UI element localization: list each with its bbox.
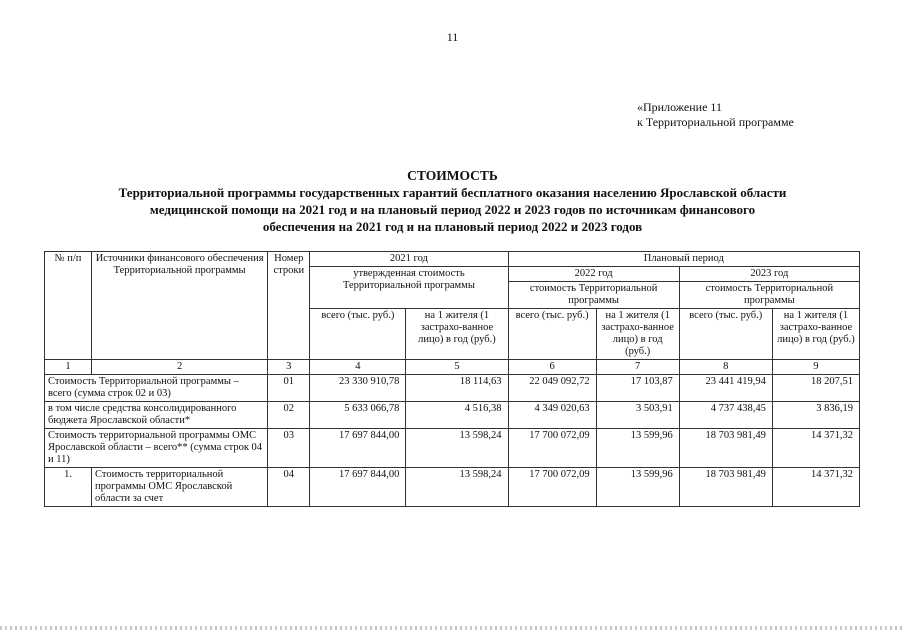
row-code: 04 (268, 468, 310, 507)
column-index: 3 (268, 360, 310, 375)
title-line-4: обеспечения на 2021 год и на плановый период 2022 и 2023 годов (262, 219, 643, 234)
row-name: Стоимость территориальной программы ОМС Ярославской области за счет (92, 468, 268, 507)
value-2023-per-capita: 14 371,32 (772, 429, 859, 468)
header-year-2022: 2022 год (508, 267, 679, 282)
header-sources: Источники финансового обеспечения Территориальной программы (92, 252, 268, 360)
header-year-2023: 2023 год (679, 267, 859, 282)
value-2021-total: 17 697 844,00 (310, 468, 406, 507)
value-2023-total: 18 703 981,49 (679, 429, 772, 468)
scan-edge-artifact (0, 626, 905, 630)
value-2023-per-capita: 18 207,51 (772, 375, 859, 402)
value-2022-per-capita: 17 103,87 (596, 375, 679, 402)
table-row (45, 375, 860, 402)
header-per-capita-2023: на 1 жителя (1 застрахо-ванное лицо) в год (руб.) (772, 309, 859, 360)
column-index: 9 (772, 360, 859, 375)
row-name: Стоимость территориальной программы ОМС Ярославской области – всего** (сумма строк 04 и 11) (45, 429, 268, 468)
table-row (45, 468, 860, 507)
row-code: 01 (268, 375, 310, 402)
column-index: 1 (45, 360, 92, 375)
header-row-number: Номер строки (268, 252, 310, 360)
table-row (45, 429, 860, 468)
value-2022-per-capita: 3 503,91 (596, 402, 679, 429)
value-2021-total: 5 633 066,78 (310, 402, 406, 429)
header-row-1 (45, 252, 860, 267)
value-2021-per-capita: 18 114,63 (406, 375, 508, 402)
column-index: 2 (92, 360, 268, 375)
value-2023-per-capita: 14 371,32 (772, 468, 859, 507)
row-num: 1. (45, 468, 92, 507)
header-cost-2023: стоимость Территориальной программы (679, 282, 859, 309)
title-line-2: Территориальной программы государственных гарантий бесплатного оказания населению Ярославской области (118, 185, 787, 200)
column-index: 7 (596, 360, 679, 375)
annex-note (637, 100, 794, 130)
title-line-3: медицинской помощи на 2021 год и на плановый период 2022 и 2023 годов по источникам финансового (149, 202, 756, 217)
column-index: 5 (406, 360, 508, 375)
value-2021-total: 17 697 844,00 (310, 429, 406, 468)
value-2022-total: 17 700 072,09 (508, 468, 596, 507)
table-row (45, 402, 860, 429)
value-2023-total: 18 703 981,49 (679, 468, 772, 507)
cost-table (44, 251, 860, 507)
value-2021-per-capita: 4 516,38 (406, 402, 508, 429)
row-code: 03 (268, 429, 310, 468)
value-2021-per-capita: 13 598,24 (406, 468, 508, 507)
column-index: 4 (310, 360, 406, 375)
header-total-2022: всего (тыс. руб.) (508, 309, 596, 360)
header-approved-cost: утвержденная стоимость Территориальной программы (310, 267, 508, 309)
column-index-row (45, 360, 860, 375)
row-name: Стоимость Территориальной программы – всего (сумма строк 02 и 03) (45, 375, 268, 402)
value-2022-per-capita: 13 599,96 (596, 468, 679, 507)
title-line-1: СТОИМОСТЬ (407, 168, 498, 183)
annex-line-1: «Приложение 11 (637, 100, 722, 114)
column-index: 8 (679, 360, 772, 375)
value-2022-total: 17 700 072,09 (508, 429, 596, 468)
row-code: 02 (268, 402, 310, 429)
annex-line-2: к Территориальной программе (637, 115, 794, 129)
value-2022-per-capita: 13 599,96 (596, 429, 679, 468)
header-total-2021: всего (тыс. руб.) (310, 309, 406, 360)
header-cost-2022: стоимость Территориальной программы (508, 282, 679, 309)
value-2023-total: 23 441 419,94 (679, 375, 772, 402)
value-2022-total: 22 049 092,72 (508, 375, 596, 402)
header-year-2021: 2021 год (310, 252, 508, 267)
value-2023-total: 4 737 438,45 (679, 402, 772, 429)
header-per-capita-2021: на 1 жителя (1 застрахо-ванное лицо) в год (руб.) (406, 309, 508, 360)
page-number: 11 (446, 30, 459, 44)
value-2021-per-capita: 13 598,24 (406, 429, 508, 468)
header-planned-period: Плановый период (508, 252, 859, 267)
value-2021-total: 23 330 910,78 (310, 375, 406, 402)
column-index: 6 (508, 360, 596, 375)
document-title (0, 167, 905, 235)
header-per-capita-2022: на 1 жителя (1 застрахо-ванное лицо) в год (руб.) (596, 309, 679, 360)
value-2023-per-capita: 3 836,19 (772, 402, 859, 429)
value-2022-total: 4 349 020,63 (508, 402, 596, 429)
row-name: в том числе средства консолидированного бюджета Ярославской области* (45, 402, 268, 429)
header-num: № п/п (45, 252, 92, 360)
header-total-2023: всего (тыс. руб.) (679, 309, 772, 360)
